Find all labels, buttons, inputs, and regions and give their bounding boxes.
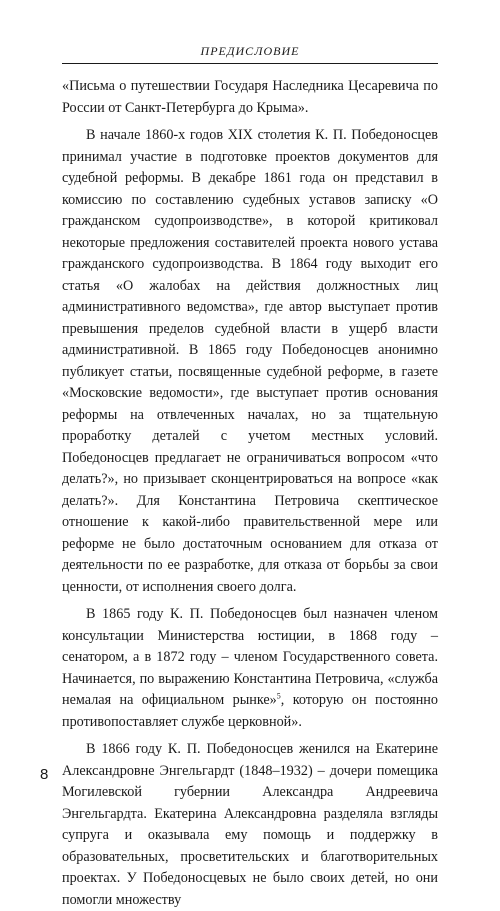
- text-body: [62, 76, 438, 911]
- running-header: ПРЕДИСЛОВИЕ: [200, 44, 300, 58]
- paragraph-4: В 1866 году К. П. Победоносцев женился на Екатерине Александровне Энгельгардт (1848–1932) – дочери помещика Могилевской губернии Александра Андреевича Энгельгардта. Екатерина Александровна разделяла взгляды супруга и оказывала ему помощь и поддержку в образовательных, просветительских и благотворительных проектах. У Победоносцевых не было своих детей, но они помогли множеству: [62, 741, 438, 908]
- footnote-marker: 5: [276, 691, 281, 701]
- paragraph-3: [62, 604, 438, 733]
- paragraph-1: «Письма о путешествии Государя Наследника Цесаревича по России от Санкт-Петербурга до Крыма».: [62, 78, 438, 116]
- page-number: 8: [40, 766, 49, 783]
- paragraph-3-text-before: В 1865 году К. П. Победоносцев был назначен членом консультации Министерства юстиции, в 1868 году – сенатором, а в 1872 году – членом Государственного совета. Начинается, по выражению Константина Петровича, «служба немалая на официальном рынке»: [62, 606, 438, 708]
- header-rule: [62, 63, 438, 64]
- paragraph-3-text-after: , которую он постоянно противопоставляет службе церковной».: [62, 692, 438, 730]
- paragraph-2: В начале 1860-х годов XIX столетия К. П. Победоносцев принимал участие в подготовке проектов документов для судебной реформы. В декабре 1861 года он представил в комиссию по составлению судебных уставов записку «О гражданском судопроизводстве», в которой критиковал некоторые предложения составителей проекта нового устава гражданского судопроизводства. В 1864 году выходит его статья «О жалобах на действия должностных лиц административного ведомства», где автор выступает против превышения пределов судебной власти в ущерб власти административной. В 1865 году Победоносцев анонимно публикует статьи, посвященные судебной реформе, в газете «Московские ведомости», где выступает против основания реформы на отвлеченных началах, но за тщательную проработку деталей с учетом местных условий. Победоносцев предлагает не ограничиваться вопросом «что делать?», но призывает сконцентрироваться на вопросе «как делать?». Для Константина Петровича скептическое отношение к какой-либо правительственной мере или реформе не было достаточным основанием для отказа от деятельности по ее разработке, для отказа от борьбы за свои ценности, от исполнения своего долга.: [62, 127, 438, 595]
